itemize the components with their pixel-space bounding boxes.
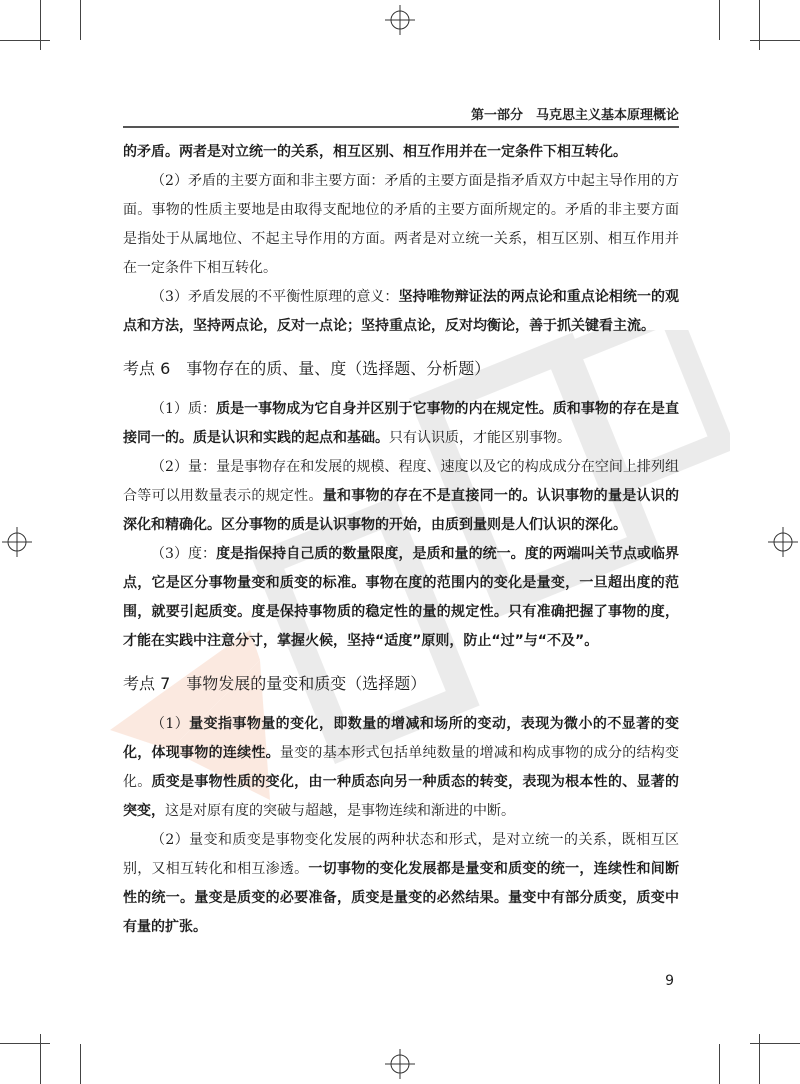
crop-mark (80, 1044, 81, 1084)
paragraph-prefix: （2）量： (151, 459, 217, 475)
paragraph (123, 826, 679, 942)
paragraph-prefix: （1）质： (151, 401, 217, 417)
paragraph (123, 453, 679, 540)
crop-mark (719, 0, 720, 40)
crop-mark (0, 1043, 50, 1044)
crop-mark (759, 0, 760, 50)
registration-mark-icon (385, 1049, 415, 1079)
paragraph-text: 质变是事物性质的变化，由一种质态向另一种质态的转变，表现为根本性的、显著的突变， (123, 774, 680, 819)
crop-mark (0, 40, 50, 41)
paragraph-text: 量是事物存在和发展的规模、程度、速度以及它的构成成分在空间上排列组合等可以用数量表示的规定性。 (123, 459, 679, 504)
paragraph (123, 167, 679, 283)
registration-mark-icon (2, 527, 32, 557)
paragraph-prefix: （3）矛盾发展的不平衡性原理的意义： (151, 289, 399, 305)
crop-mark (719, 1044, 720, 1084)
paragraph (123, 138, 679, 167)
crop-mark (80, 0, 81, 40)
paragraph-text: 一切事物的变化发展都是量变和质变的统一，连续性和间断性的统一。量变是质变的必要准备，质变是量变的必然结果。量变中有部分质变，质变中有量的扩张。 (123, 861, 679, 935)
page-number: 9 (665, 973, 674, 989)
paragraph (123, 395, 679, 453)
paragraph-text: 这是对原有度的突破与超越，是事物连续和渐进的中断。 (165, 803, 515, 819)
paragraph-text: 量变的基本形式包括单纯数量的增减和构成事物的成分的结构变化。 (123, 745, 680, 790)
crop-mark (40, 0, 41, 50)
paragraph-text: 量变指事物量的变化，即数量的增减和场所的变动，表现为微小的不显著的变化，体现事物的连续性。 (123, 716, 679, 761)
crop-mark (750, 40, 800, 41)
paragraph-prefix: （2） (151, 832, 190, 848)
section-heading-7: 考点 7 事物发展的量变和质变（选择题） (123, 674, 427, 693)
paragraph-prefix: （1） (151, 716, 190, 732)
registration-mark-icon (385, 5, 415, 35)
paragraph-text: 量和事物的存在不是直接同一的。认识事物的量是认识的深化和精确化。区分事物的质是认识事物的开始，由质到量则是人们认识的深化。 (123, 488, 680, 533)
crop-mark (759, 1034, 760, 1084)
section-heading-6: 考点 6 事物存在的质、量、度（选择题、分析题） (123, 359, 491, 378)
paragraph-text: 度是指保持自己质的数量限度，是质和量的统一。度的两端叫关节点或临界点，它是区分事物量变和质变的标准。事物在度的范围内的变化是量变，一旦超出度的范围，就要引起质变。度是保持事物质的稳定性的量的规定性。只有准确把握了事物的度，才能在实践中注意分寸，掌握火候，坚持“适度”原则，防止“过”与“不及”。 (123, 546, 679, 649)
crop-mark (750, 1043, 800, 1044)
crop-mark (40, 1034, 41, 1084)
paragraph (123, 283, 679, 341)
running-header-title: 第一部分 马克思主义基本原理概论 (470, 108, 679, 123)
paragraph (123, 710, 679, 826)
paragraph-prefix: （3）度： (151, 546, 217, 562)
paragraph-text: 质是一事物成为它自身并区别于它事物的内在规定性。质和事物的存在是直接同一的。质是认识和实践的起点和基础。 (123, 401, 679, 446)
paragraph (123, 540, 679, 656)
registration-mark-icon (768, 527, 798, 557)
paragraph-text: （2）矛盾的主要方面和非主要方面：矛盾的主要方面是指矛盾双方中起主导作用的方面。事物的性质主要地是由取得支配地位的矛盾的主要方面所规定的。矛盾的非主要方面是指处于从属地位、不起主导作用的方面。两者是对立统一关系，相互区别、相互作用并在一定条件下相互转化。 (123, 173, 679, 276)
paragraph-text: 量变和质变是事物变化发展的两种状态和形式，是对立统一的关系，既相互区别，又相互转化和相互渗透。 (123, 832, 679, 877)
paragraph-text: 的矛盾。两者是对立统一的关系，相互区别、相互作用并在一定条件下相互转化。 (123, 144, 627, 160)
page-content (123, 138, 679, 942)
paragraph-text: 坚持唯物辩证法的两点论和重点论相统一的观点和方法，坚持两点论，反对一点论；坚持重点论，反对均衡论，善于抓关键看主流。 (123, 289, 680, 334)
header-divider (123, 126, 679, 128)
paragraph-text: 只有认识质，才能区别事物。 (389, 430, 571, 446)
